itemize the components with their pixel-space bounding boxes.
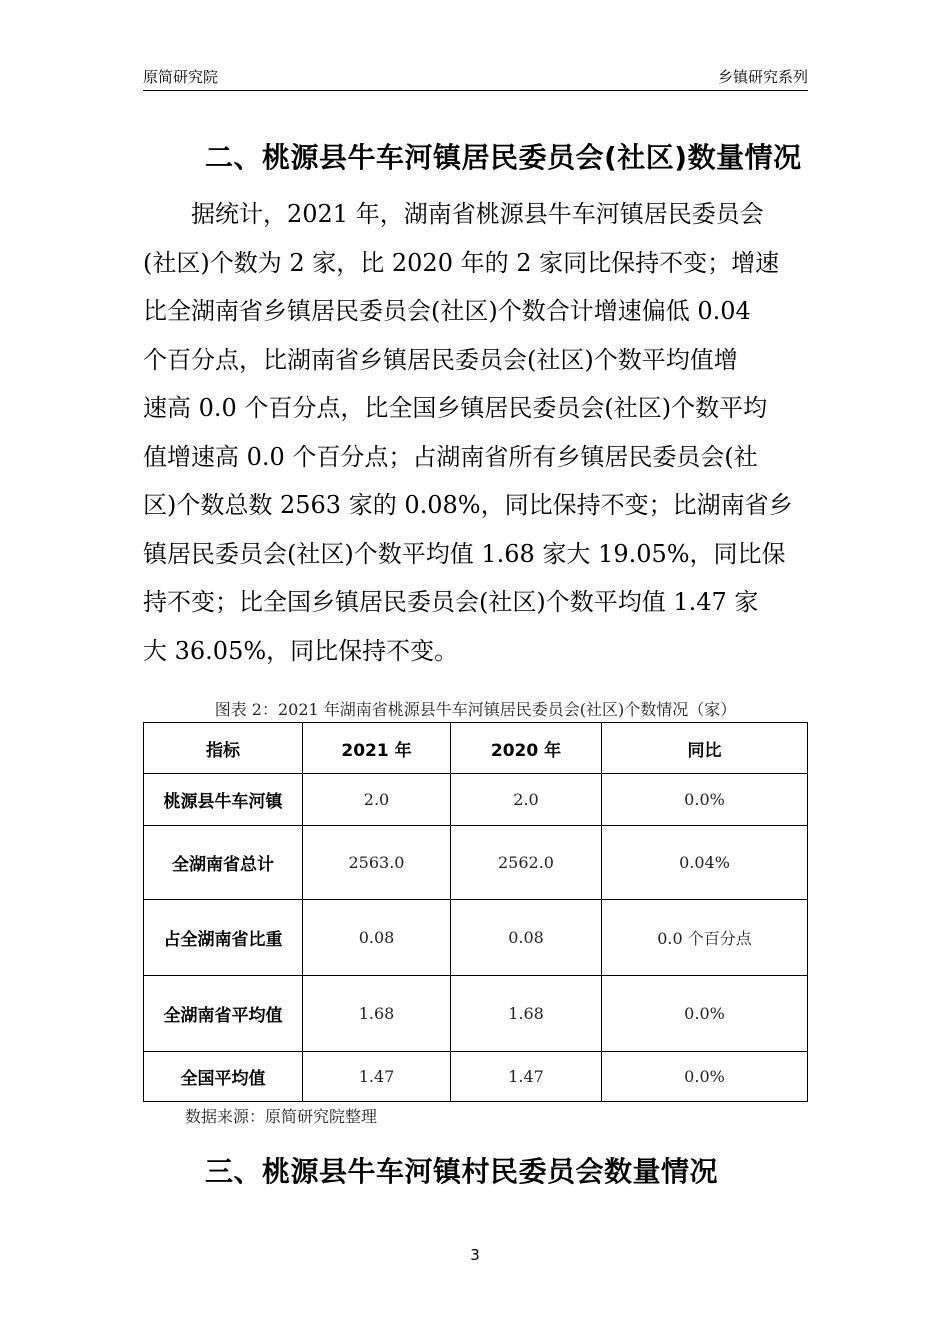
row-label: 全国平均值	[144, 1052, 303, 1102]
table-cell: 1.47	[303, 1052, 451, 1102]
table-cell: 0.08	[303, 900, 451, 976]
table-row	[144, 976, 808, 1052]
section-2-title: 二、桃源县牛车河镇居民委员会(社区)数量情况	[205, 141, 802, 174]
table-cell: 1.68	[303, 976, 451, 1052]
paragraph-line: 镇居民委员会(社区)个数平均值 1.68 家大 19.05%，同比保	[143, 539, 786, 568]
header-series-name: 乡镇研究系列	[717, 68, 808, 86]
column-header: 2020 年	[451, 723, 602, 774]
table-header-row	[144, 723, 808, 774]
paragraph-line: 值增速高 0.0 个百分点；占湖南省所有乡镇居民委员会(社	[143, 442, 758, 471]
paragraph-line: 大 36.05%，同比保持不变。	[143, 636, 459, 665]
table-cell: 1.68	[451, 976, 602, 1052]
table-caption: 图表 2：2021 年湖南省桃源县牛车河镇居民委员会(社区)个数情况（家）	[214, 700, 737, 719]
body-paragraph	[143, 194, 808, 679]
table-row	[144, 900, 808, 976]
paragraph-line: 据统计，2021 年，湖南省桃源县牛车河镇居民委员会	[143, 200, 764, 228]
section-3-title: 三、桃源县牛车河镇村民委员会数量情况	[205, 1155, 719, 1188]
table-row	[144, 1052, 808, 1102]
column-header: 2021 年	[303, 723, 451, 774]
data-source-note: 数据来源：原简研究院整理	[185, 1107, 378, 1126]
row-label: 全湖南省平均值	[144, 976, 303, 1052]
table-cell: 2563.0	[303, 826, 451, 900]
table-cell: 2562.0	[451, 826, 602, 900]
paragraph-line: 速高 0.0 个百分点，比全国乡镇居民委员会(社区)个数平均	[143, 394, 768, 422]
paragraph-line: 持不变；比全国乡镇居民委员会(社区)个数平均值 1.47 家	[143, 588, 759, 616]
page-header	[143, 64, 808, 91]
table-row	[144, 826, 808, 900]
row-label: 占全湖南省比重	[144, 900, 303, 976]
header-org-name: 原简研究院	[143, 68, 219, 86]
table-cell: 0.0 个百分点	[602, 900, 808, 976]
table-cell: 2.0	[303, 774, 451, 826]
paragraph-line: 区)个数总数 2563 家的 0.08%，同比保持不变；比湖南省乡	[143, 491, 793, 519]
table-cell: 1.47	[451, 1052, 602, 1102]
table-row	[144, 774, 808, 826]
row-label: 全湖南省总计	[144, 826, 303, 900]
table-cell: 0.0%	[602, 976, 808, 1052]
column-header: 指标	[144, 723, 303, 774]
row-label: 桃源县牛车河镇	[144, 774, 303, 826]
table-cell: 0.0%	[602, 1052, 808, 1102]
page-number: 3	[470, 1246, 480, 1264]
column-header: 同比	[602, 723, 808, 774]
paragraph-line: (社区)个数为 2 家，比 2020 年的 2 家同比保持不变；增速	[143, 248, 780, 277]
table-cell: 0.04%	[602, 826, 808, 900]
paragraph-line: 比全湖南省乡镇居民委员会(社区)个数合计增速偏低 0.04	[143, 297, 751, 325]
table-cell: 0.0%	[602, 774, 808, 826]
table-cell: 2.0	[451, 774, 602, 826]
data-table	[143, 722, 808, 1102]
table-cell: 0.08	[451, 900, 602, 976]
paragraph-line: 个百分点，比湖南省乡镇居民委员会(社区)个数平均值增	[143, 345, 738, 374]
